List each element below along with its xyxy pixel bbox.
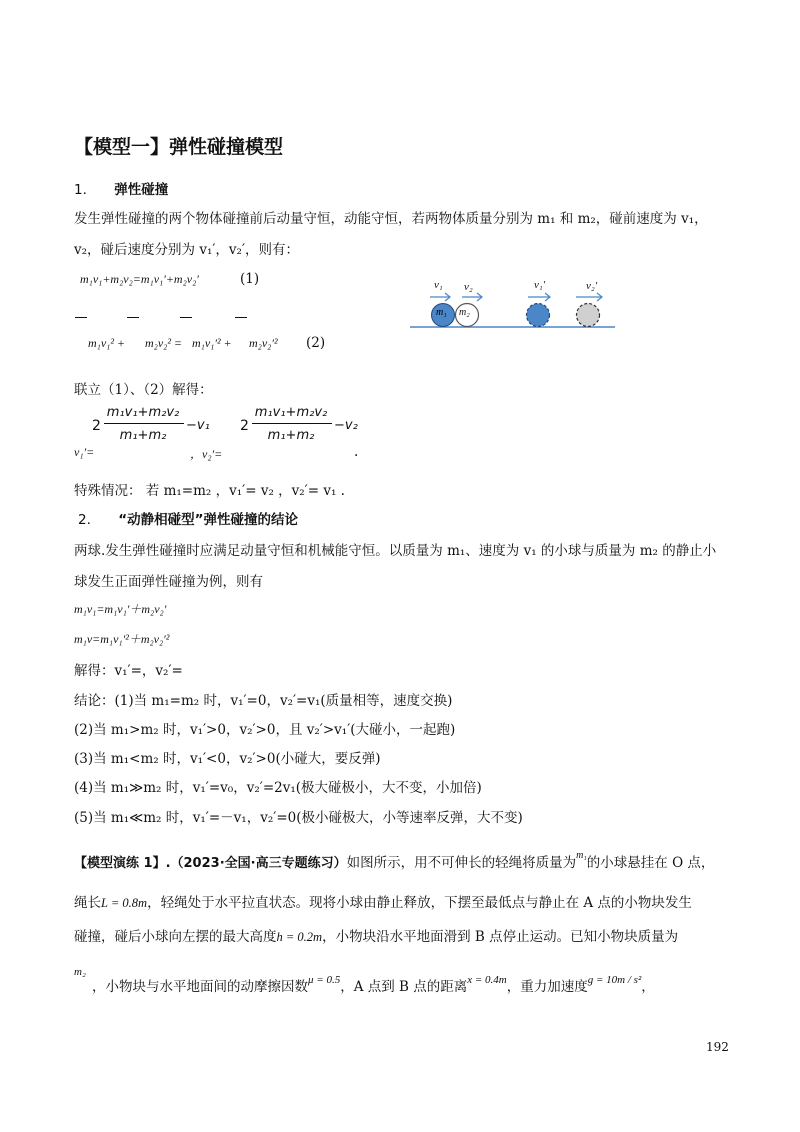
- exercise-h: h = 0.2m: [276, 930, 323, 944]
- figure-label-v2-prime: v₂′: [586, 280, 598, 292]
- exercise-line-3-a: 碰撞，碰后小球向左摆的最大高度: [74, 929, 277, 945]
- half-dash-3: [180, 317, 192, 318]
- figure-label-v1-prime: v₁′: [534, 279, 546, 291]
- sol-lhs-1: v₁′=: [74, 445, 95, 459]
- ball-m2-after: [577, 304, 600, 327]
- figure-ball-label-m2: m₂: [459, 307, 470, 318]
- half-dash-4: [235, 317, 247, 318]
- conclusion-3: (3)当 m₁<m₂ 时，v₁′<0，v₂′>0(小碰大，要反弹): [74, 751, 381, 767]
- exercise-tag: 【模型演练 1】.（2023·全国·高三专题练习）: [74, 856, 347, 871]
- exercise-line-4: [92, 975, 655, 995]
- ball-m1-after: [527, 304, 550, 327]
- exercise-line-2-b: ，轻绳处于水平拉直状态。现将小球由静止释放，下摆至最低点与静止在 A 点的小物块发生: [147, 895, 692, 911]
- sol-1-numerator: m₁v₁+m₂v₂: [106, 405, 180, 420]
- sol-1-fraction-bar: [104, 423, 184, 424]
- paragraph-2-line-1: 两球.发生弹性碰撞时应满足动量守恒和机械能守恒。以质量为 m₁、速度为 v₁ 的小球与质量为 m₂ 的静止小: [74, 543, 717, 559]
- sol-2-numerator: m₁v₁+m₂v₂: [254, 405, 328, 420]
- half-dash-1: [75, 317, 87, 318]
- exercise-line-4-c: ，重力加速度: [506, 979, 588, 995]
- equation-2-term-c: m₁v₁′² +: [192, 336, 232, 350]
- figure-label-v2: v₂: [464, 281, 473, 293]
- sol-lhs-2: ，v₂′=: [190, 447, 223, 461]
- conclusion-2: (2)当 m₁>m₂ 时，v₁′>0，v₂′>0，且 v₂′>v₁′(大碰小，一起跑): [74, 722, 456, 738]
- conclusion-5: (5)当 m₁≪m₂ 时，v₁′=－v₁，v₂′=0(极小碰极大，小等速率反弹，大不变): [74, 810, 523, 826]
- exercise-mu: μ = 0.5: [308, 974, 341, 986]
- sol-1-minus: −v₁: [186, 418, 210, 433]
- sol-1-coef: 2: [92, 418, 101, 434]
- paragraph-1-line-2: v₂，碰后速度分别为 v₁′，v₂′，则有：: [74, 242, 300, 258]
- equation-4: m₁v=m₁v₁′²＋m₂v₂′²: [74, 632, 170, 646]
- equation-1: m₁v₁+m₂v₂=m₁v₁′+m₂v₂′: [80, 272, 199, 286]
- equation-2-number: (2): [306, 335, 326, 351]
- half-dash-2: [127, 317, 139, 318]
- exercise-line-1-end: 的小球悬挂在 O 点，: [586, 855, 715, 871]
- section-1-title: 弹性碰撞: [114, 182, 169, 198]
- solve-intro: 联立（1）、（2）解得：: [74, 382, 213, 398]
- exercise-line-4-a: ，小物块与水平地面间的动摩擦因数: [92, 979, 308, 995]
- exercise-line-4-d: ，: [641, 979, 655, 995]
- exercise-L: L = 0.8m: [101, 896, 148, 910]
- exercise-m2: m₂: [74, 966, 86, 978]
- equation-2-term-b: m₂v₂² =: [145, 336, 183, 350]
- sol-1-denominator: m₁+m₂: [119, 428, 167, 443]
- exercise-line-3-b: ，小物块沿水平地面滑到 B 点停止运动。已知小物块质量为: [322, 929, 679, 945]
- exercise-line-2: [74, 891, 692, 911]
- equation-2-term-d: m₂v₂′²: [249, 336, 278, 350]
- conclusion-4: (4)当 m₁≫m₂ 时，v₁′=v₀，v₂′=2v₁(极大碰极小，大不变，小加倍): [74, 780, 482, 796]
- paragraph-1-line-1: 发生弹性碰撞的两个物体碰撞前后动量守恒，动能守恒，若两物体质量分别为 m₁ 和 m₂，碰前速度为 v₁，: [74, 211, 708, 227]
- section-title: 【模型一】弹性碰撞模型: [74, 136, 284, 158]
- equation-2-term-a: m₁v₁² +: [88, 336, 126, 350]
- section-1-heading: [74, 178, 168, 198]
- figure-ball-label-m1: m₁: [436, 307, 447, 318]
- solve-2: 解得：v₁′=，v₂′=: [74, 663, 183, 679]
- section-2-number: 2.: [78, 512, 91, 528]
- section-2-title: “动静相碰型”弹性碰撞的结论: [118, 512, 299, 528]
- exercise-line-1-text: 如图所示，用不可伸长的轻绳将质量为: [346, 855, 577, 871]
- sol-end: .: [354, 444, 359, 460]
- figure-label-v1: v₁: [434, 279, 443, 291]
- sol-2-minus: −v₂: [334, 418, 358, 433]
- page-number: 192: [706, 1040, 729, 1054]
- sol-2-denominator: m₁+m₂: [267, 428, 315, 443]
- exercise-line-3: [74, 925, 678, 945]
- exercise-x: x = 0.4m: [467, 974, 507, 986]
- exercise-g: g = 10m / s²: [587, 974, 642, 986]
- section-2-heading: [78, 508, 298, 528]
- paragraph-2-line-2: 球发生正面弹性碰撞为例，则有: [74, 574, 263, 590]
- special-case: 特殊情况： 若 m₁=m₂ ，v₁′= v₂ ，v₂′= v₁ .: [74, 483, 345, 499]
- equation-1-number: (1): [240, 271, 260, 287]
- conclusion-1: 结论：(1)当 m₁=m₂ 时，v₁′=0，v₂′=v₁(质量相等，速度交换): [74, 693, 453, 709]
- exercise-line-1: [74, 851, 714, 871]
- exercise-m1: m₁: [576, 850, 587, 861]
- exercise-line-2-a: 绳长: [74, 895, 101, 911]
- section-1-number: 1.: [74, 182, 87, 198]
- exercise-line-4-b: ，A 点到 B 点的距离: [340, 979, 468, 995]
- sol-2-fraction-bar: [252, 423, 332, 424]
- sol-2-coef: 2: [240, 418, 249, 434]
- equation-3: m₁v₁=m₁v₁′＋m₂v₂′: [74, 602, 167, 616]
